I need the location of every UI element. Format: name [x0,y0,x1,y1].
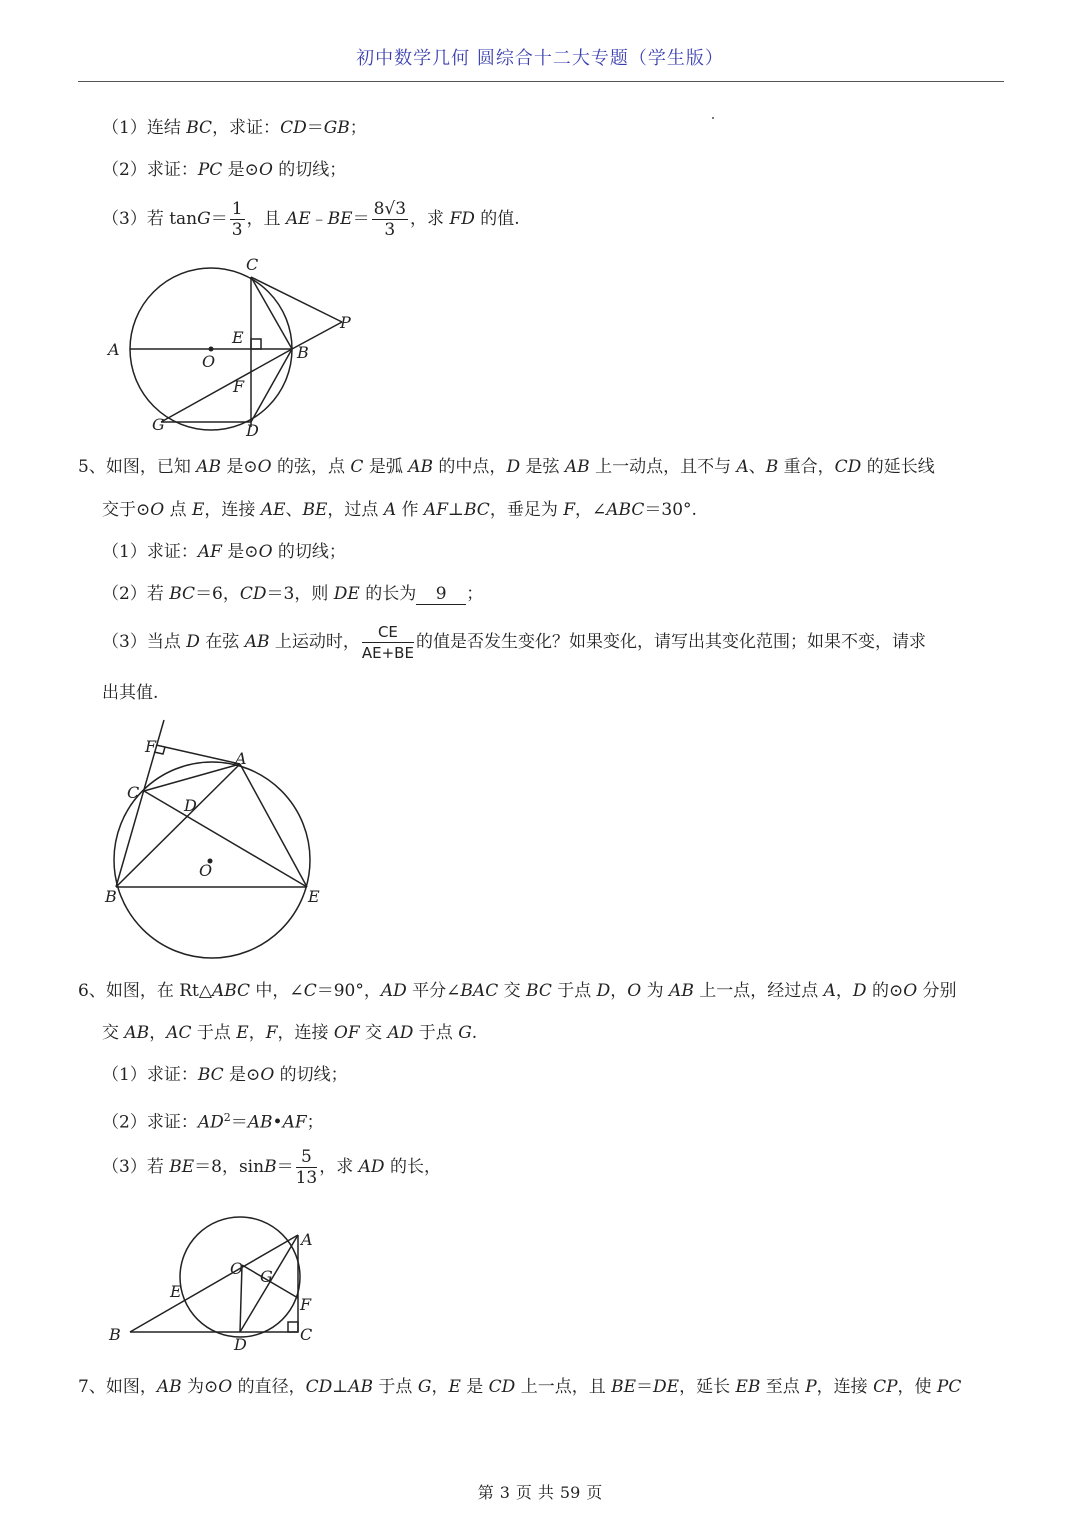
q4-figure [100,250,370,440]
q4-center-dot [209,347,214,352]
q5-segment-ce [144,791,307,887]
q5-label-d: D [184,796,197,815]
q4-label-o: O [202,352,216,371]
scan-speck [712,117,714,119]
fraction-sin-b: $\frac{5}{13}$ [295,1147,318,1188]
q6-label-c: C [300,1325,313,1344]
q4-label-b: B [297,343,309,362]
current-page-number: 3 [499,1483,510,1502]
page-header: 初中数学几何 圆综合十二大专题（学生版） [356,48,724,69]
q5-segment-fa [156,745,240,764]
q5-label-c: C [127,783,140,802]
q4-label-e: E [232,328,244,347]
q6-label-a: A [301,1230,313,1249]
q6-label-d: D [234,1335,247,1354]
q6-part3: （3）若 BE＝8，sinB＝ $\frac{5}{13}$ ，求 AD 的长， [102,1147,441,1188]
q4-label-p: P [340,313,351,332]
q4-label-g: G [152,415,165,434]
q4-label-a: A [108,340,120,359]
q5-answer-blank: 9 [416,584,466,605]
q5-label-e: E [308,887,320,906]
q5-part1: （1）求证：AF 是⊙O 的切线； [102,542,346,562]
q4-label-c: C [246,255,259,274]
q4-label-f: F [233,377,245,396]
q7-stem-line1: 7、如图，AB 为⊙O 的直径，CD⊥AB 于点 G，E 是 CD 上一点，且 BE＝DE，延长 EB 至点 P，连接 CP，使 PC [78,1377,962,1397]
q4-right-angle-mark [251,339,261,349]
q5-stem-line2: 交于⊙O 点 E，连接 AE、BE，过点 A 作 AF⊥BC，垂足为 F，∠ABC＝30°. [102,500,697,520]
q4-label-d: D [246,421,259,440]
q5-part2: （2）若 BC＝6，CD＝3，则 DE 的长为 9 ； [102,584,484,604]
q6-label-b: B [109,1325,121,1344]
q5-label-b: B [105,887,117,906]
q6-figure [100,1205,330,1355]
q6-right-angle-mark [288,1322,298,1332]
q6-stem-line1: 6、如图，在 Rt△ABC 中，∠C＝90°，AD 平分∠BAC 交 BC 于点 D，O 为 AB 上一点，经过点 A，D 的⊙O 分别 [78,981,957,1001]
q4-part3: （3）若 tanG＝ $\frac{1}{3}$ ，且 AE﹣BE＝ $\frac{8√3}{3}$ ，求 FD 的值. [102,199,520,240]
q6-stem-line2: 交 AB，AC 于点 E，F，连接 OF 交 AD 于点 G. [102,1023,478,1043]
q6-part2: （2）求证：$AD^2=AB•AF$； [102,1111,324,1133]
q5-figure [100,712,330,962]
header-rule [78,81,1004,82]
q6-label-o: O [230,1259,244,1278]
q5-stem-line1: 5、如图，已知 AB 是⊙O 的弦，点 C 是弧 AB 的中点，D 是弦 AB 上一动点，且不与 A、B 重合，CD 的延长线 [78,457,935,477]
q5-label-o: O [199,861,213,880]
fraction-ce-over-ae-be: $\frac{CE}{AE+BE}$ [361,623,414,662]
q6-part1: （1）求证：BC 是⊙O 的切线； [102,1065,348,1085]
fraction-tan-g: $\frac{1}{3}$ [231,199,243,240]
q5-part3-cont: 出其值. [102,683,159,703]
q5-part3: （3）当点 D 在弦 AB 上运动时， $\frac{CE}{AE+BE}$ 的值是否发生变化？如果变化，请写出其变化范围；如果不变，请求 [102,623,926,662]
q4-part1: （1）连结 BC，求证：CD＝GB； [102,118,367,138]
q4-part2: （2）求证：PC 是⊙O 的切线； [102,160,347,180]
q5-label-f: F [145,737,157,756]
q6-label-f: F [300,1295,312,1314]
q5-label-a: A [235,749,247,768]
q5-segment-ae [240,764,307,887]
q6-label-g: G [260,1267,273,1286]
total-page-count: 59 [559,1483,581,1502]
page-footer: 第 3 页 共 59 页 [477,1483,603,1502]
q6-label-e: E [170,1282,182,1301]
fraction-ae-be: $\frac{8√3}{3}$ [373,199,407,240]
